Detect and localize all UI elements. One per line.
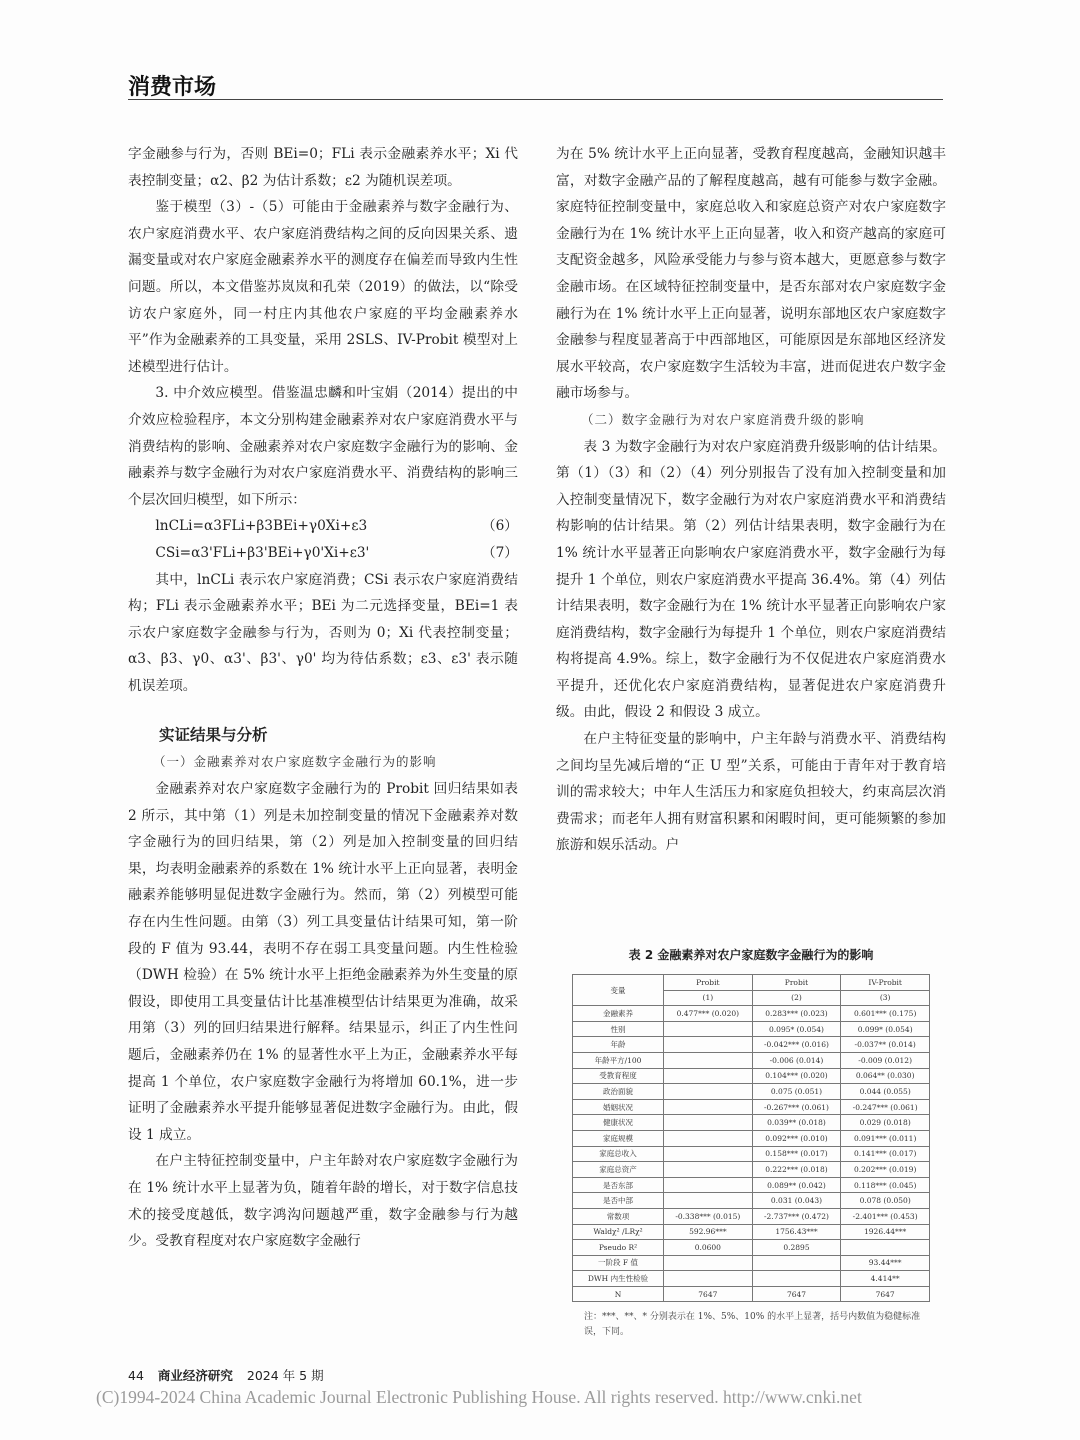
paragraph: 鉴于模型（3）-（5）可能由于金融素养与数字金融行为、农户家庭消费水平、农户家庭消费结构之间的反向因果关系、遗漏变量或对农户家庭金融素养水平的测度存在偏差而导致内生性问题。所以，本文借鉴苏岚岚和孔荣（2019）的做法，以“除受访农户家庭外，同一村庄内其他农户家庭的平均金融素养水平”作为金融素养的工具变量，采用 2SLS、IV-Probit 模型对上述模型进行估计。 xyxy=(128,199,518,375)
table-cell: 0.283*** (0.023) xyxy=(752,1006,841,1022)
table-cell: 0.202*** (0.019) xyxy=(841,1162,930,1178)
subsection-heading: （二）数字金融行为对农户家庭消费升级的影响 xyxy=(581,411,865,427)
table-cell: -2.737*** (0.472) xyxy=(752,1208,841,1224)
row-label: Waldχ² /LRχ² xyxy=(573,1224,664,1240)
row-label: 是否中部 xyxy=(573,1193,664,1209)
row-label: 年龄 xyxy=(573,1037,664,1053)
table-row xyxy=(573,1240,930,1256)
paragraph: 3. 中介效应模型。借鉴温忠麟和叶宝娟（2014）提出的中介效应检验程序，本文分别构建金融素养对农户家庭消费水平与消费结构的影响、金融素养对农户家庭数字金融行为的影响、金融素养与数字金融行为对农户家庭消费水平、消费结构的影响三个层次回归模型，如下所示： xyxy=(128,385,518,508)
table-cell: -0.247*** (0.061) xyxy=(841,1099,930,1115)
table-cell: 1756.43*** xyxy=(752,1224,841,1240)
table-cell xyxy=(664,1130,753,1146)
results-table xyxy=(572,974,930,1302)
page-footer xyxy=(128,1366,324,1384)
table-cell: 0.601*** (0.175) xyxy=(841,1006,930,1022)
table-cell: 0.0600 xyxy=(664,1240,753,1256)
table-cell xyxy=(752,1255,841,1271)
table-cell: 4.414** xyxy=(841,1271,930,1287)
journal-name: 商业经济研究 xyxy=(157,1368,233,1383)
table-cell: 93.44*** xyxy=(841,1255,930,1271)
table-cell: 0.104*** (0.020) xyxy=(752,1068,841,1084)
table-row xyxy=(573,1255,930,1271)
table-cell: 7647 xyxy=(664,1286,753,1302)
table-cell: -0.042*** (0.016) xyxy=(752,1037,841,1053)
equation-6 xyxy=(128,513,518,540)
table-row xyxy=(573,1006,930,1022)
table-cell xyxy=(664,1177,753,1193)
table-cell xyxy=(664,1068,753,1084)
table-cell xyxy=(664,1037,753,1053)
table-cell: 0.078 (0.050) xyxy=(841,1193,930,1209)
left-column xyxy=(128,141,518,1255)
table-row xyxy=(573,1037,930,1053)
table-cell xyxy=(664,1052,753,1068)
table-cell: 0.091*** (0.011) xyxy=(841,1130,930,1146)
row-label: DWH 内生性检验 xyxy=(573,1271,664,1287)
paragraph: 字金融参与行为，否则 BEi=0；FLi 表示金融素养水平；Xi 代表控制变量；α2、β2 为估计系数；ε2 为随机误差项。 xyxy=(128,146,518,189)
table-cell: -0.338*** (0.015) xyxy=(664,1208,753,1224)
paragraph: 为在 5% 统计水平上正向显著，受教育程度越高，金融知识越丰富，对数字金融产品的了解程度越高，越有可能参与数字金融。家庭特征控制变量中，家庭总收入和家庭总资产对农户家庭数字金融行为在 1% 统计水平上正向显著，收入和资产越高的家庭可支配资金越多，风险承受能力与参与资本越大，更愿意参与数字金融市场。在区域特征控制变量中，是否东部对农户家庭数字金融行为在 1% 统计水平上正向显著，说明东部地区农户家庭数字金融参与程度显著高于中西部地区，可能原因是东部地区经济发展水平较高，农户家庭数字生活较为丰富，进而促进农户数字金融市场参与。 xyxy=(556,146,946,402)
paragraph: 其中，lnCLi 表示农户家庭消费；CSi 表示农户家庭消费结构；FLi 表示金融素养水平；BEi 为二元选择变量，BEi=1 表示农户家庭数字金融参与行为，否则为 0；Xi 代表控制变量；α3、β3、γ0、α3'、β3'、γ0' 均为待估系数；ε3、ε3' 表示随机误差项。 xyxy=(128,571,518,694)
table-cell: -2.401*** (0.453) xyxy=(841,1208,930,1224)
table-title: 表 2 金融素养对农户家庭数字金融行为的影响 xyxy=(628,948,874,962)
table-row xyxy=(573,1193,930,1209)
table-body xyxy=(573,1006,930,1302)
table-cell xyxy=(664,1162,753,1178)
table-cell: -0.267*** (0.061) xyxy=(752,1099,841,1115)
row-label: 性别 xyxy=(573,1021,664,1037)
table-cell xyxy=(664,1021,753,1037)
header-column-number: (2) xyxy=(752,990,841,1006)
table-row xyxy=(573,1146,930,1162)
table-cell xyxy=(664,1099,753,1115)
header-column-number: (1) xyxy=(664,990,753,1006)
table-row xyxy=(573,1021,930,1037)
row-label: 家庭总收入 xyxy=(573,1146,664,1162)
table-cell: 7647 xyxy=(841,1286,930,1302)
table-cell: 1926.44*** xyxy=(841,1224,930,1240)
row-label: 政治面貌 xyxy=(573,1084,664,1100)
table-cell: -0.009 (0.012) xyxy=(841,1052,930,1068)
paragraph: 在户主特征变量的影响中，户主年龄与消费水平、消费结构之间均呈先减后增的“正 U 型”关系，可能由于青年对于教育培训的需求较大；中年人生活压力和家庭负担较大，约束高层次消费需求；而老年人拥有财富积累和闲暇时间，更可能频繁的参加旅游和娱乐活动。户 xyxy=(556,731,946,854)
issue-info: 2024 年 5 期 xyxy=(246,1368,324,1383)
table-cell: 0.2895 xyxy=(752,1240,841,1256)
copyright-watermark: (C)1994-2024 China Academic Journal Electronic Publishing House. All rights reserved. http://www.cnki.net xyxy=(96,1387,862,1407)
row-label: 家庭规模 xyxy=(573,1130,664,1146)
right-column xyxy=(556,141,946,859)
table-cell: 0.222*** (0.018) xyxy=(752,1162,841,1178)
table-header-row xyxy=(573,975,930,991)
row-label: 常数项 xyxy=(573,1208,664,1224)
table-cell: 7647 xyxy=(752,1286,841,1302)
page-number: 44 xyxy=(128,1368,144,1383)
table-row xyxy=(573,1224,930,1240)
table-cell: 0.095* (0.054) xyxy=(752,1021,841,1037)
table-cell: -0.006 (0.014) xyxy=(752,1052,841,1068)
row-label: N xyxy=(573,1286,664,1302)
table-cell xyxy=(841,1240,930,1256)
table-cell: 0.044 (0.055) xyxy=(841,1084,930,1100)
table-row xyxy=(573,1084,930,1100)
table-row xyxy=(573,1115,930,1131)
subsection-heading: （一）金融素养对农户家庭数字金融行为的影响 xyxy=(153,754,437,770)
header-column-number: (3) xyxy=(841,990,930,1006)
table-cell xyxy=(664,1115,753,1131)
table-cell: 0.039** (0.018) xyxy=(752,1115,841,1131)
row-label: 家庭总资产 xyxy=(573,1162,664,1178)
table-cell: 0.099* (0.054) xyxy=(841,1021,930,1037)
row-label: 年龄平方/100 xyxy=(573,1052,664,1068)
table-row xyxy=(573,1099,930,1115)
equation-number: （6） xyxy=(481,518,518,535)
table-row xyxy=(573,1162,930,1178)
equation-7 xyxy=(128,540,518,567)
section-heading: 实证结果与分析 xyxy=(159,726,268,745)
equation-number: （7） xyxy=(481,544,518,561)
table-row xyxy=(573,1208,930,1224)
table-cell: 0.064** (0.030) xyxy=(841,1068,930,1084)
row-label: 一阶段 F 值 xyxy=(573,1255,664,1271)
table-cell xyxy=(664,1271,753,1287)
section-title: 消费市场 xyxy=(128,75,217,100)
row-label: Pseudo R² xyxy=(573,1240,664,1256)
table-row xyxy=(573,1271,930,1287)
table-cell: 0.075 (0.051) xyxy=(752,1084,841,1100)
equation-text: CSi=α3'FLi+β3'BEi+γ0'Xi+ε3' xyxy=(155,544,370,561)
row-label: 健康状况 xyxy=(573,1115,664,1131)
row-label: 受教育程度 xyxy=(573,1068,664,1084)
table-cell: 0.141*** (0.017) xyxy=(841,1146,930,1162)
table-cell: -0.037** (0.014) xyxy=(841,1037,930,1053)
table-cell: 0.029 (0.018) xyxy=(841,1115,930,1131)
table-cell xyxy=(752,1271,841,1287)
table-row xyxy=(573,1052,930,1068)
paragraph: 在户主特征控制变量中，户主年龄对农户家庭数字金融行为在 1% 统计水平上显著为负，随着年龄的增长，对于数字信息技术的接受度越低，数字鸿沟问题越严重，数字金融参与行为越少。受教育程度对农户家庭数字金融行 xyxy=(128,1153,518,1250)
paragraph: 表 3 为数字金融行为对农户家庭消费升级影响的估计结果。第（1）（3）和（2）（4）列分别报告了没有加入控制变量和加入控制变量情况下，数字金融行为对农户家庭消费水平和消费结构影响的估计结果。第（2）列估计结果表明，数字金融行为在 1% 统计水平显著正向影响农户家庭消费水平，数字金融行为每提升 1 个单位，则农户家庭消费水平提高 36.4%。第（4）列估计结果表明，数字金融行为在 1% 统计水平显著正向影响农户家庭消费结构，数字金融行为每提升 1 个单位，则农户家庭消费结构将提高 4.9%。综上，数字金融行为不仅促进农户家庭消费水平提升，还优化农户家庭消费结构，显著促进农户家庭消费升级。由此，假设 2 和假设 3 成立。 xyxy=(556,438,946,721)
header-model: Probit xyxy=(752,975,841,991)
table-cell: 0.118*** (0.045) xyxy=(841,1177,930,1193)
table-cell: 0.477*** (0.020) xyxy=(664,1006,753,1022)
paragraph: 金融素养对农户家庭数字金融行为的 Probit 回归结果如表 2 所示，其中第（1）列是未加控制变量的情况下金融素养对数字金融行为的回归结果，第（2）列是加入控制变量的回归结果，均表明金融素养的系数在 1% 统计水平上正向显著，表明金融素养能够明显促进数字金融行为。然而，第（2）列模型可能存在内生性问题。由第（3）列工具变量估计结果可知，第一阶段的 F 值为 93.44，表明不存在弱工具变量问题。内生性检验（DWH 检验）在 5% 统计水平上拒绝金融素养为外生变量的原假设，即使用工具变量估计比基准模型估计结果更为准确，故采用第（3）列的回归结果进行解释。结果显示，纠正了内生性问题后，金融素养仍在 1% 的显著性水平上为正，金融素养水平每提高 1 个单位，农户家庭数字金融行为将增加 60.1%，进一步证明了金融素养水平提升能够显著促进数字金融行为。由此，假设 1 成立。 xyxy=(128,781,518,1143)
header-variable: 变量 xyxy=(573,975,664,1006)
table-row xyxy=(573,1068,930,1084)
header-model: Probit xyxy=(664,975,753,991)
table-cell: 0.031 (0.043) xyxy=(752,1193,841,1209)
row-label: 是否东部 xyxy=(573,1177,664,1193)
table-row xyxy=(573,1286,930,1302)
table-row xyxy=(573,1177,930,1193)
table-cell: 0.089** (0.042) xyxy=(752,1177,841,1193)
header-model: IV-Probit xyxy=(841,975,930,991)
row-label: 婚姻状况 xyxy=(573,1099,664,1115)
table-cell xyxy=(664,1146,753,1162)
row-label: 金融素养 xyxy=(573,1006,664,1022)
table-cell xyxy=(664,1193,753,1209)
header-rule xyxy=(128,99,943,100)
table-cell: 0.092*** (0.010) xyxy=(752,1130,841,1146)
table-cell: 592.96*** xyxy=(664,1224,753,1240)
table-row xyxy=(573,1130,930,1146)
table-cell: 0.158*** (0.017) xyxy=(752,1146,841,1162)
table-cell xyxy=(664,1255,753,1271)
table-note: 注：***、**、* 分别表示在 1%、5%、10% 的水平上显著，括号内数值为稳健标准误，下同。 xyxy=(584,1312,921,1337)
table-cell xyxy=(664,1084,753,1100)
equation-text: lnCLi=α3FLi+β3BEi+γ0Xi+ε3 xyxy=(155,518,368,535)
